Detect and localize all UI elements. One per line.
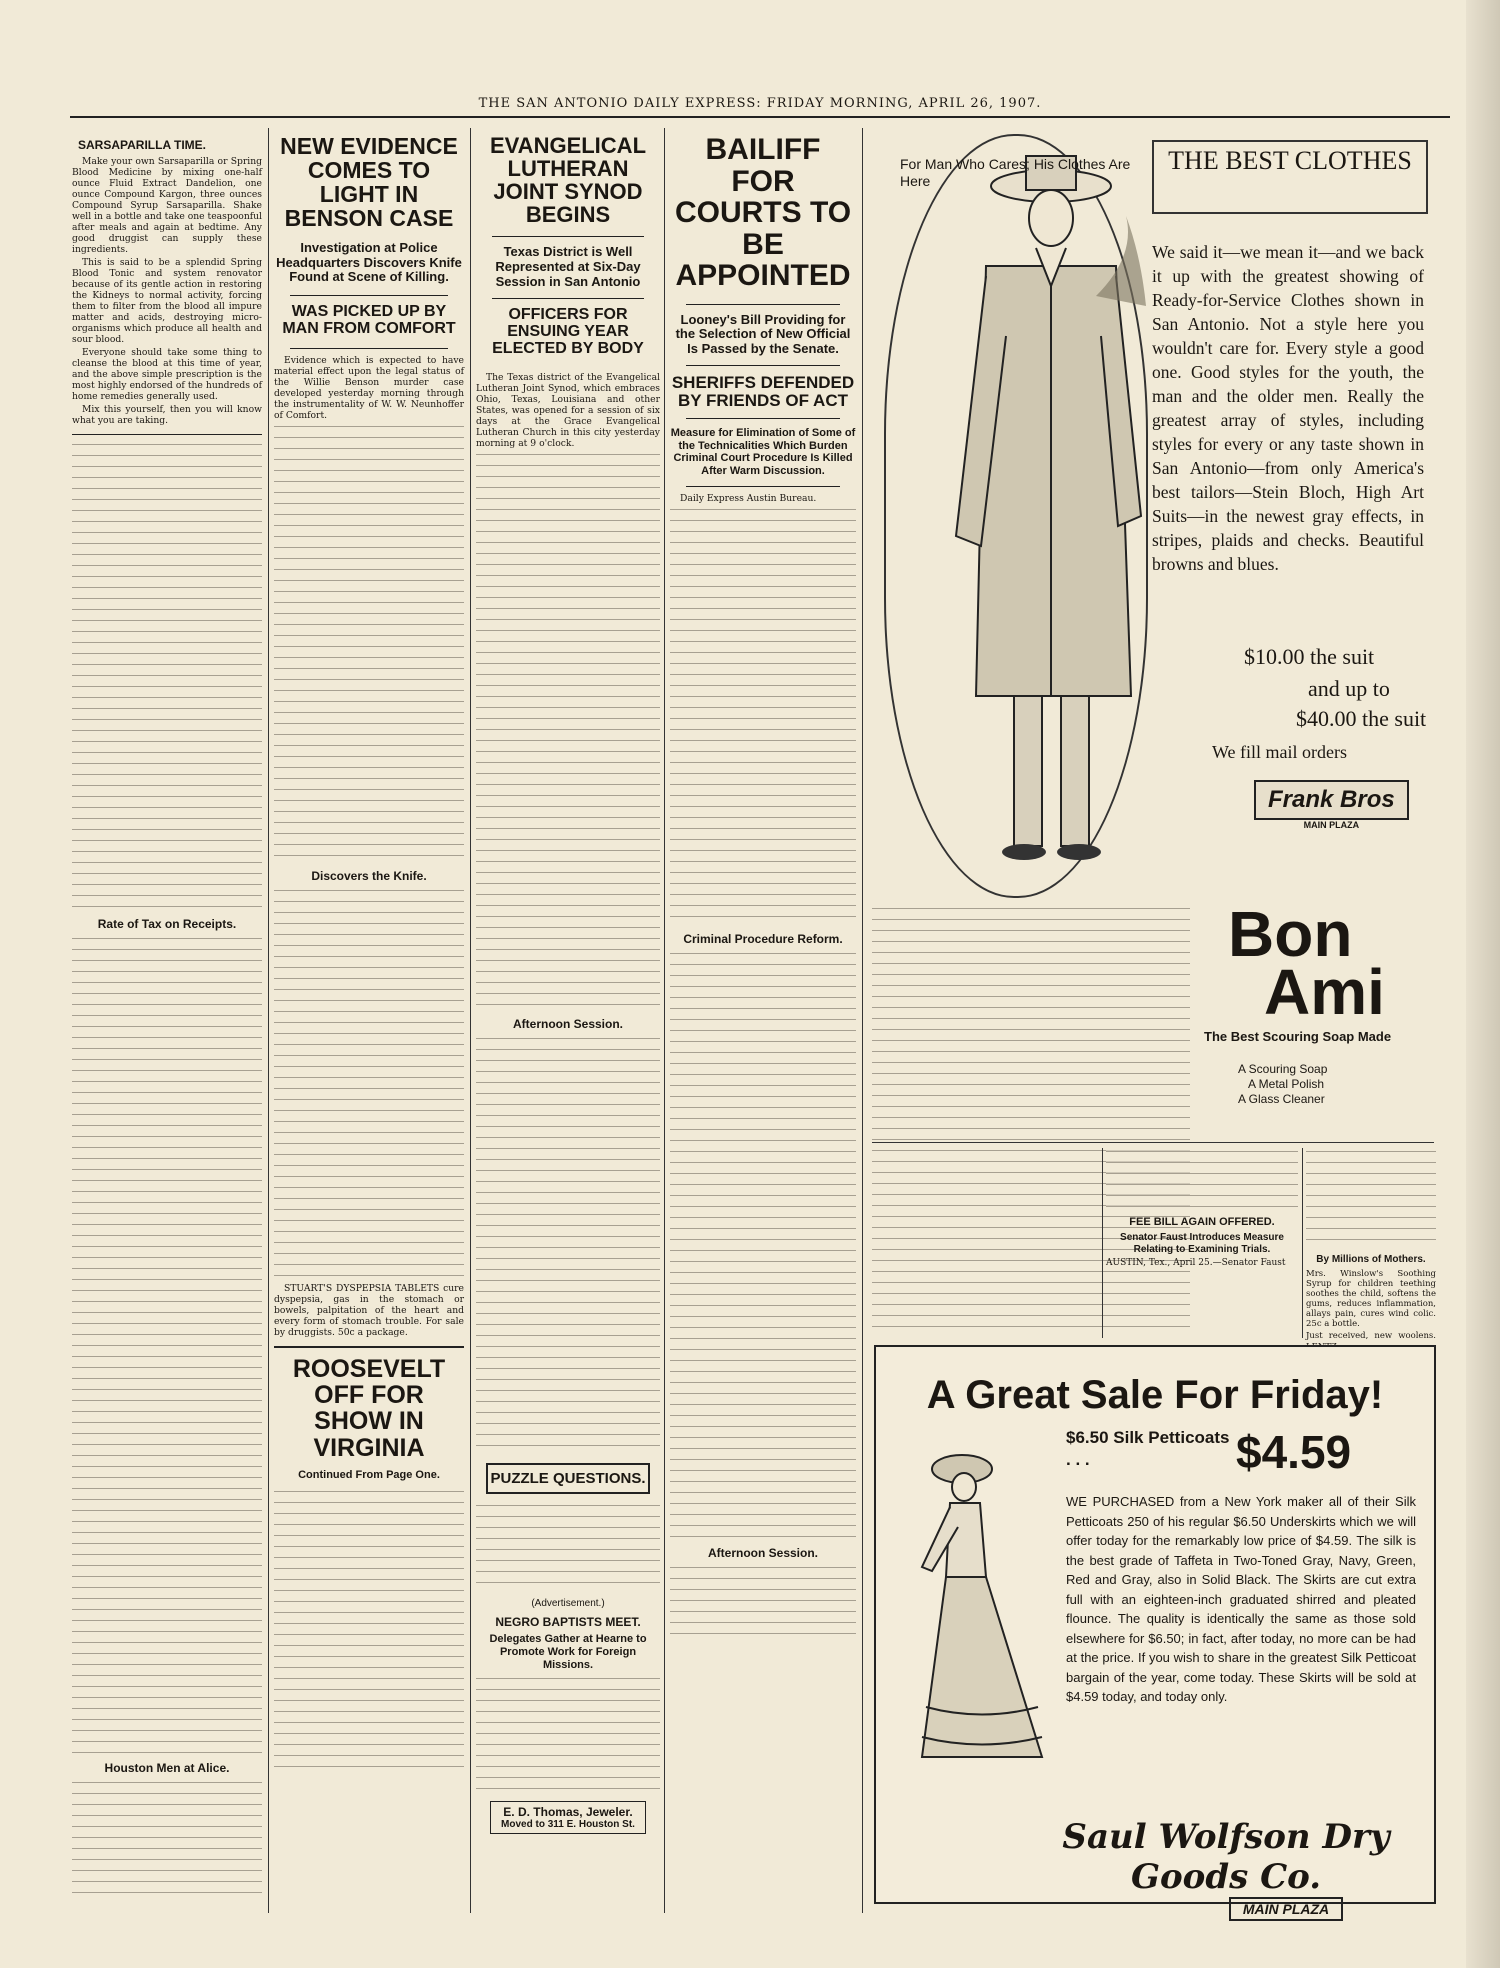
- sale-body: WE PURCHASED from a New York maker all of their Silk Petticoats 250 of his regular $6.50 Underskirts which we will offer today for the remarkably low price of $4.59. The silk is the best grade of Taffeta in Two-Toned Gray, Navy, Green, Red and Gray, also in Solid Black. The Skirts are cut extra full with an eighteen-inch graduated shirred and pleated flounce. The quality is identically the same as those sold elsewhere for $6.50; in fact, after today, no more can be had at the price. If you wish to share in the greatest Silk Petticoat bargain of the year, come today. These Skirts will be sold at $4.59 today, and today only.: [1066, 1494, 1416, 1704]
- dateline: [670, 493, 856, 504]
- subhead: Afternoon Session.: [707, 1545, 818, 1560]
- column-rule: [664, 128, 665, 1913]
- bon-ami-line: A Scouring Soap: [1238, 1062, 1328, 1076]
- bon-ami-list: [1238, 1062, 1436, 1107]
- deck: Senator Faust Introduces Measure Relating to Examining Trials.: [1120, 1232, 1284, 1255]
- lead-paragraph: [274, 355, 464, 421]
- subhead: Houston Men at Alice.: [104, 1761, 230, 1775]
- text-block: [476, 451, 660, 1011]
- headline-synod: EVANGELICAL LUTHERAN JOINT SYNOD BEGINS: [489, 133, 647, 228]
- bon-ami-advertisement: [1200, 898, 1436, 1125]
- lady-in-petticoat-illustration: [902, 1447, 1052, 1777]
- sale-title: A Great Sale For Friday!: [926, 1373, 1384, 1417]
- paragraph: Evidence which is expected to have material effect upon the legal status of the Willie Benson murder case developed yesterday morning through the instrumentality of W. W. Neunhoffer of Comfort.: [274, 354, 464, 421]
- column-rule: [1302, 1148, 1303, 1338]
- clothes-advertisement: [872, 130, 1434, 900]
- lead-paragraph: [476, 372, 660, 449]
- subhead: Afternoon Session.: [512, 1016, 623, 1031]
- text-block: [274, 423, 464, 863]
- title-box: [1152, 140, 1428, 214]
- divider: [492, 236, 644, 237]
- continued-note: Continued From Page One.: [298, 1468, 440, 1481]
- deck-uppercase: OFFICERS FOR ENSUING YEAR ELECTED BY BODY: [492, 306, 644, 357]
- dateline: AUSTIN, Tex., April 25.—Senator Faust: [1106, 1258, 1286, 1268]
- column-2: [274, 132, 464, 1912]
- divider: [686, 418, 840, 419]
- frank-bros-logo: [1254, 780, 1409, 830]
- mail-orders: We fill mail orders: [1212, 742, 1348, 762]
- text-block: [476, 1035, 660, 1455]
- column-rule: [862, 128, 863, 1913]
- divider: [290, 295, 448, 296]
- column-rule: [1102, 1148, 1103, 1338]
- sarsaparilla-heading: SARSAPARILLA TIME.: [78, 138, 206, 152]
- text-block: [274, 887, 464, 1277]
- text-block: [476, 1675, 660, 1795]
- wolfson-logo: [1036, 1817, 1416, 1921]
- sale-price: $4.59: [1236, 1426, 1352, 1478]
- subhead: NEGRO BAPTISTS MEET.: [495, 1615, 641, 1630]
- bon-ami-title-1: Bon: [1228, 898, 1353, 970]
- text-block: [72, 1779, 262, 1899]
- store-location: MAIN PLAZA: [1229, 1897, 1343, 1921]
- paragraph: The Texas district of the Evangelical Lutheran Joint Synod, which embraces Ohio, Texas, Louisiana and other States, was opened for a session of six days at the Grace Evangelical Lutheran Church in this city yesterday morning at 9 o'clock.: [476, 371, 660, 449]
- text-block: [670, 950, 856, 1540]
- store-name: Saul Wolfson Dry Goods Co.: [1062, 1817, 1390, 1897]
- winslow-text: Mrs. Winslow's Soothing Syrup for children teething soothes the child, softens the gums, reduces inflammation, allays pain, cures wind colic. 25c a bottle.: [1306, 1269, 1436, 1329]
- page-edge: [1466, 0, 1500, 1968]
- deck: Delegates Gather at Hearne to Promote Work for Foreign Missions.: [489, 1633, 647, 1671]
- divider: [290, 348, 448, 349]
- headline-benson: NEW EVIDENCE COMES TO LIGHT IN BENSON CASE: [280, 133, 458, 232]
- divider: [492, 298, 644, 299]
- paragraph: Everyone should take some thing to cleanse the blood at this time of year, and the above simple prescription is the most highly endorsed of the hundreds of home remedies generally used.: [72, 347, 262, 402]
- side-tagline: For Man Who Cares; His Clothes Are Here: [900, 156, 1131, 189]
- puzzle-heading: PUZZLE QUESTIONS.: [486, 1463, 650, 1495]
- divider: [686, 365, 840, 366]
- paragraph: Daily Express Austin Bureau.: [680, 492, 817, 504]
- fee-bill-column: [1106, 1148, 1298, 1338]
- subhead: By Millions of Mothers.: [1316, 1254, 1426, 1265]
- store-name: Frank Bros: [1254, 780, 1409, 820]
- illustration-frame: [884, 134, 1148, 898]
- headline-roosevelt: ROOSEVELT OFF FOR SHOW IN VIRGINIA: [292, 1354, 446, 1462]
- divider: [872, 1142, 1434, 1143]
- deck: Looney's Bill Providing for the Selection of New Official Is Passed by the Senate.: [675, 311, 851, 357]
- text-block: [670, 506, 856, 926]
- jeweler-address: Moved to 311 E. Houston St.: [501, 1819, 635, 1831]
- winslow-column: [1306, 1148, 1436, 1341]
- deck-uppercase: SHERIFFS DEFENDED BY FRIENDS OF ACT: [671, 373, 855, 411]
- bon-ami-line: A Metal Polish: [1248, 1077, 1325, 1091]
- divider: [72, 434, 262, 435]
- column-3: [476, 132, 660, 1912]
- bon-ami-line: A Glass Cleaner: [1238, 1092, 1325, 1106]
- deck: Texas District is Well Represented at Six-Day Session in San Antonio: [495, 244, 641, 290]
- paragraph: Make your own Sarsaparilla or Spring Blood Medicine by mixing one-half ounce Fluid Extract Dandelion, one ounce Compound Kargon, three ounces Compound Syrup Sarsaparilla. Shake well in a bottle and take one teaspoonful after meals and again at bedtime. Any good druggist can supply these ingredients.: [72, 156, 262, 255]
- price-to: $40.00 the suit: [1296, 706, 1427, 731]
- sale-item: $6.50 Silk Petticoats . . .: [1066, 1428, 1230, 1469]
- text-block: [274, 1488, 464, 1768]
- petticoat-sale-advertisement: [874, 1345, 1436, 1917]
- store-location: MAIN PLAZA: [1303, 820, 1360, 830]
- paragraph: This is said to be a splendid Spring Blood Tonic and system renovator because of its gentle action in restoring the Kidneys to normal activity, forcing them to filter from the blood all impure matter and acids, destroying micro-organisms which produce all health and sour blood.: [72, 257, 262, 345]
- clothes-body: We said it—we mean it—and we back it up with the greatest showing of Ready-for-Service Clothes shown in San Antonio. Not a style here you wouldn't care for. Every style a good one. Good styles for the youth, the man and the older men. Really the greatest array of styles, including styles for every or any taste shown in San Antonio—from only America's best tailors—Stein Bloch, High Art Suits—in the newest gray effects, in stripes, plaids and checks. Beautiful browns and blues.: [1152, 242, 1424, 574]
- bon-ami-title-2: Ami: [1264, 956, 1385, 1028]
- column-rule: [268, 128, 269, 1913]
- jeweler-ad: [490, 1801, 646, 1834]
- divider: [274, 1346, 464, 1348]
- divider: [686, 486, 840, 487]
- deck: Measure for Elimination of Some of the Technicalities Which Burden Criminal Court Procedure Is Killed After Warm Discussion.: [670, 427, 856, 477]
- subhead: Criminal Procedure Reform.: [683, 931, 843, 946]
- column-4: [670, 132, 856, 1912]
- sarsaparilla-article: [72, 156, 262, 426]
- column-1: [72, 132, 262, 1912]
- text-block: [72, 935, 262, 1755]
- clothes-title: THE BEST CLOTHES: [1168, 146, 1412, 175]
- subhead: Discovers the Knife.: [311, 868, 427, 883]
- paragraph: Mix this yourself, then you will know what you are taking.: [72, 404, 262, 426]
- subhead: Rate of Tax on Receipts.: [97, 917, 237, 931]
- and-up-to: and up to: [1308, 676, 1390, 701]
- masthead-rule: [70, 116, 1450, 118]
- deck-uppercase: WAS PICKED UP BY MAN FROM COMFORT: [282, 303, 456, 338]
- text-block: [72, 441, 262, 911]
- subhead: FEE BILL AGAIN OFFERED.: [1129, 1216, 1275, 1228]
- column-rule: [470, 128, 471, 1913]
- headline-bailiff: BAILIFF FOR COURTS TO BE APPOINTED: [674, 133, 852, 292]
- advertisement-note: (Advertisement.): [531, 1598, 605, 1610]
- text-block: [476, 1502, 660, 1592]
- price-from: $10.00 the suit: [1244, 644, 1375, 669]
- masthead: THE SAN ANTONIO DAILY EXPRESS: FRIDAY MORNING, APRIL 26, 1907.: [478, 96, 1042, 111]
- jeweler-name: E. D. Thomas, Jeweler.: [503, 1805, 633, 1820]
- lentz-note: Just received, new woolens.: [1306, 1331, 1436, 1341]
- dyspepsia-ad: [274, 1283, 464, 1338]
- bon-ami-tagline: The Best Scouring Soap Made: [1204, 1029, 1392, 1044]
- deck: Investigation at Police Headquarters Discovers Knife Found at Scene of Killing.: [276, 239, 462, 285]
- divider: [686, 304, 840, 305]
- man-in-overcoat-illustration: [886, 136, 1146, 896]
- text-block: [670, 1564, 856, 1644]
- paragraph: STUART'S DYSPEPSIA TABLETS cure dyspepsia, gas in the stomach or bowels, palpitation of the heart and every form of stomach trouble. For sale by druggists. 50c a package.: [274, 1282, 464, 1338]
